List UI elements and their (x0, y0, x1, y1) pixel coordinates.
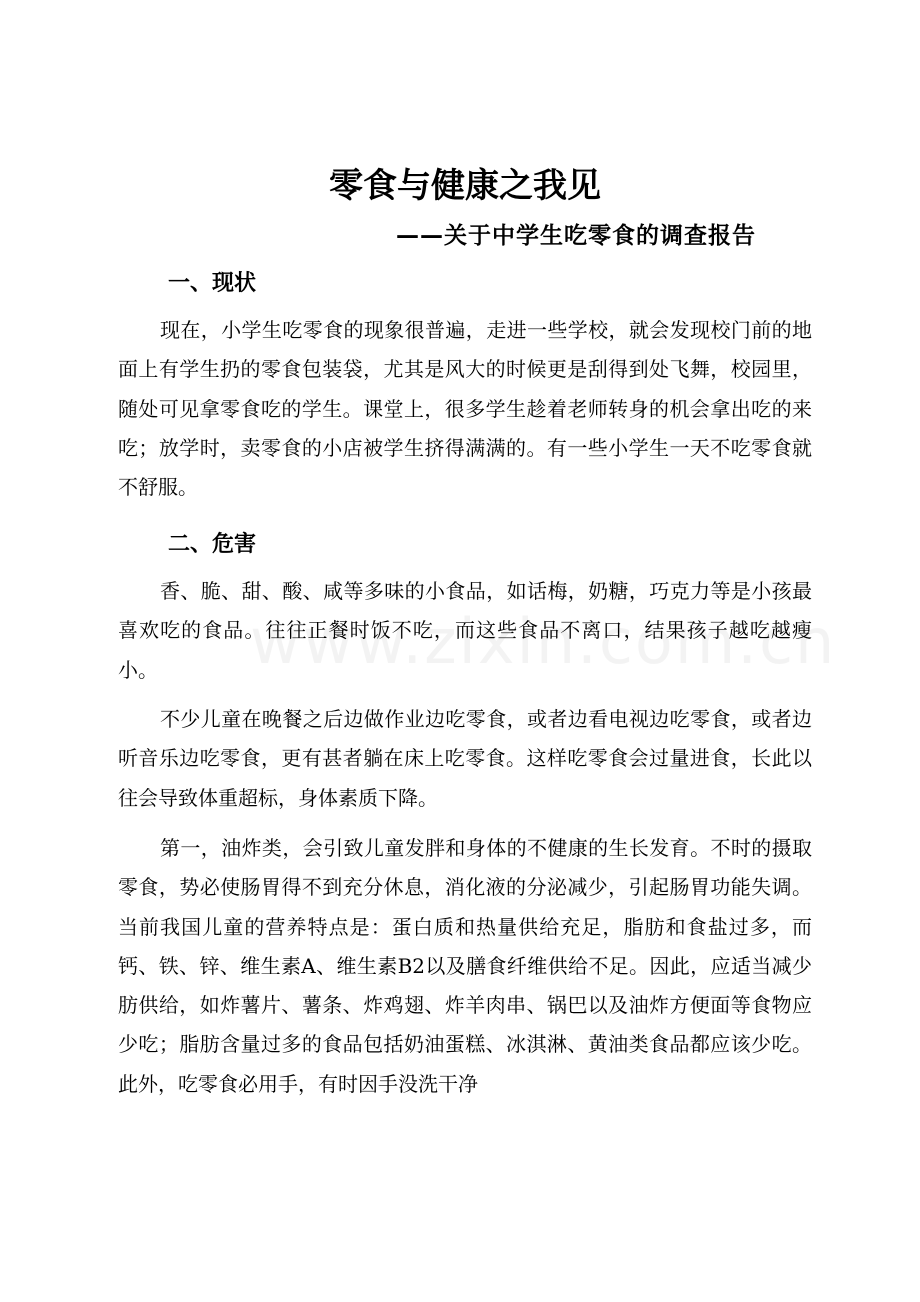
section-heading-harm: 二、危害 (168, 532, 257, 557)
paragraph-status: 现在，小学生吃零食的现象很普遍，走进一些学校，就会发现校门前的地面上有学生扔的零食包装袋，尤其是风大的时候更是刮得到处飞舞，校园里，随处可见拿零食吃的学生。课堂上，很多学生趁着老师转身的机会拿出吃的来吃；放学时，卖零食的小店被学生挤得满满的。有一些小学生一天不吃零食就不舒服。 (118, 318, 812, 500)
paragraph-harm-overeating: 不少儿童在晚餐之后边做作业边吃零食，或者边看电视边吃零食，或者边听音乐边吃零食，更有甚者躺在床上吃零食。这样吃零食会过量进食，长此以往会导致体重超标，身体素质下降。 (118, 707, 812, 810)
section-heading-status: 一、现状 (168, 271, 257, 296)
document-title: 零食与健康之我见 (329, 166, 601, 206)
paragraph-harm-fried-food: 第一，油炸类，会引致儿童发胖和身体的不健康的生长发育。不时的摄取零食，势必使肠胃得不到充分休息，消化液的分泌减少，引起肠胃功能失调。当前我国儿童的营养特点是：蛋白质和热量供给充足，脂肪和食盐过多，而钙、铁、锌、维生素A、维生素B2以及膳食纤维供给不足。因此，应适当减少肪供给，如炸薯片、薯条、炸鸡翅、炸羊肉串、锅巴以及油炸方便面等食物应少吃；脂肪含量过多的食品包括奶油蛋糕、冰淇淋、黄油类食品都应该少吃。此外，吃零食必用手，有时因手没洗干净 (118, 836, 812, 1096)
document-subtitle: ——关于中学生吃零食的调查报告 (396, 223, 756, 249)
paragraph-harm-snacks: 香、脆、甜、酸、咸等多味的小食品，如话梅，奶糖，巧克力等是小孩最喜欢吃的食品。往往正餐时饭不吃，而这些食品不离口，结果孩子越吃越瘦小。 (118, 579, 812, 682)
